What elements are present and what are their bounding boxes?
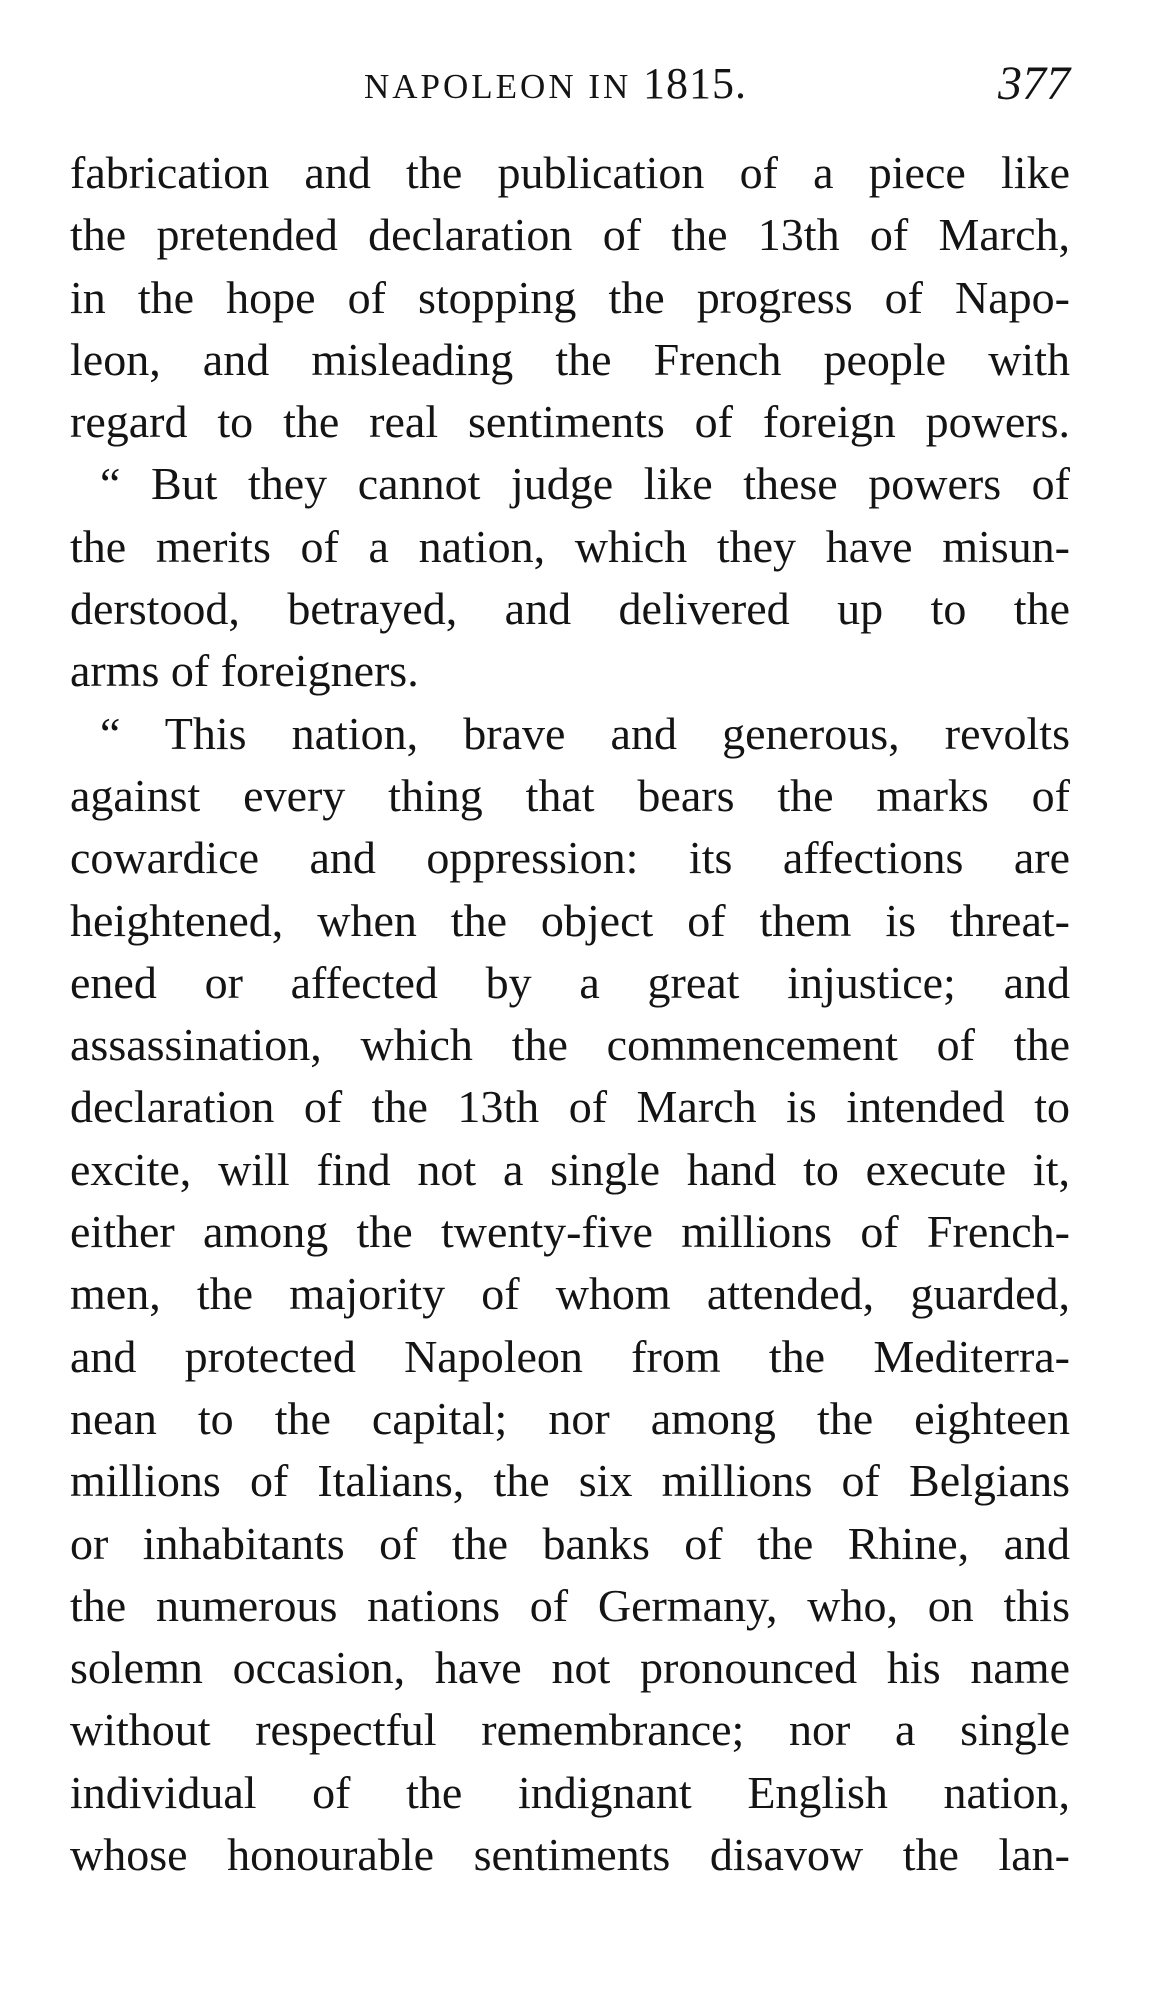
text-line: without respectful remembrance; nor a single <box>70 1704 1070 1756</box>
text-line: either among the twenty-five millions of French- <box>70 1206 1070 1258</box>
page-number: 377 <box>998 57 1070 110</box>
text-line: nean to the capital; nor among the eighteen <box>70 1392 1070 1444</box>
text-line: whose honourable sentiments disavow the lan- <box>70 1829 1070 1881</box>
body-text <box>70 142 1070 1886</box>
running-title-year: 1815. <box>643 59 748 108</box>
text-line: ened or affected by a great injustice; and <box>70 956 1070 1008</box>
text-line: the merits of a nation, which they have misun- <box>70 520 1070 572</box>
text-line: fabrication and the publication of a piece like <box>70 147 1070 198</box>
running-title <box>364 58 747 113</box>
text-line: men, the majority of whom attended, guarded, <box>70 1268 1070 1320</box>
text-line: millions of Italians, the six millions of Belgians <box>70 1455 1070 1507</box>
text-line: arms of foreigners. <box>70 645 419 697</box>
text-line: cowardice and oppression: its affections are <box>70 832 1070 884</box>
text-line: derstood, betrayed, and delivered up to the <box>70 583 1070 635</box>
text-line: regard to the real sentiments of foreign powers. <box>70 396 1070 448</box>
running-head <box>70 58 1070 118</box>
text-line: the numerous nations of Germany, who, on this <box>70 1579 1070 1631</box>
running-title-text: NAPOLEON IN <box>364 67 632 106</box>
text-line: declaration of the 13th of March is intended to <box>70 1081 1070 1133</box>
text-line: excite, will find not a single hand to execute it, <box>70 1143 1070 1195</box>
text-line: individual of the indignant English nation, <box>70 1766 1070 1818</box>
text-line: assassination, which the commencement of the <box>70 1019 1070 1071</box>
text-line: solemn occasion, have not pronounced his name <box>70 1642 1070 1694</box>
text-line: “ This nation, brave and generous, revolts <box>100 707 1070 759</box>
text-line: leon, and misleading the French people with <box>70 333 1070 385</box>
text-line: the pretended declaration of the 13th of March, <box>70 209 1070 261</box>
text-line: and protected Napoleon from the Mediterra- <box>70 1330 1070 1382</box>
text-line: heightened, when the object of them is threat- <box>70 894 1070 946</box>
text-line: “ But they cannot judge like these powers of <box>100 458 1070 510</box>
text-line: or inhabitants of the banks of the Rhine, and <box>70 1517 1070 1569</box>
text-line: in the hope of stopping the progress of Napo- <box>70 271 1070 323</box>
text-line: against every thing that bears the marks of <box>70 769 1070 821</box>
